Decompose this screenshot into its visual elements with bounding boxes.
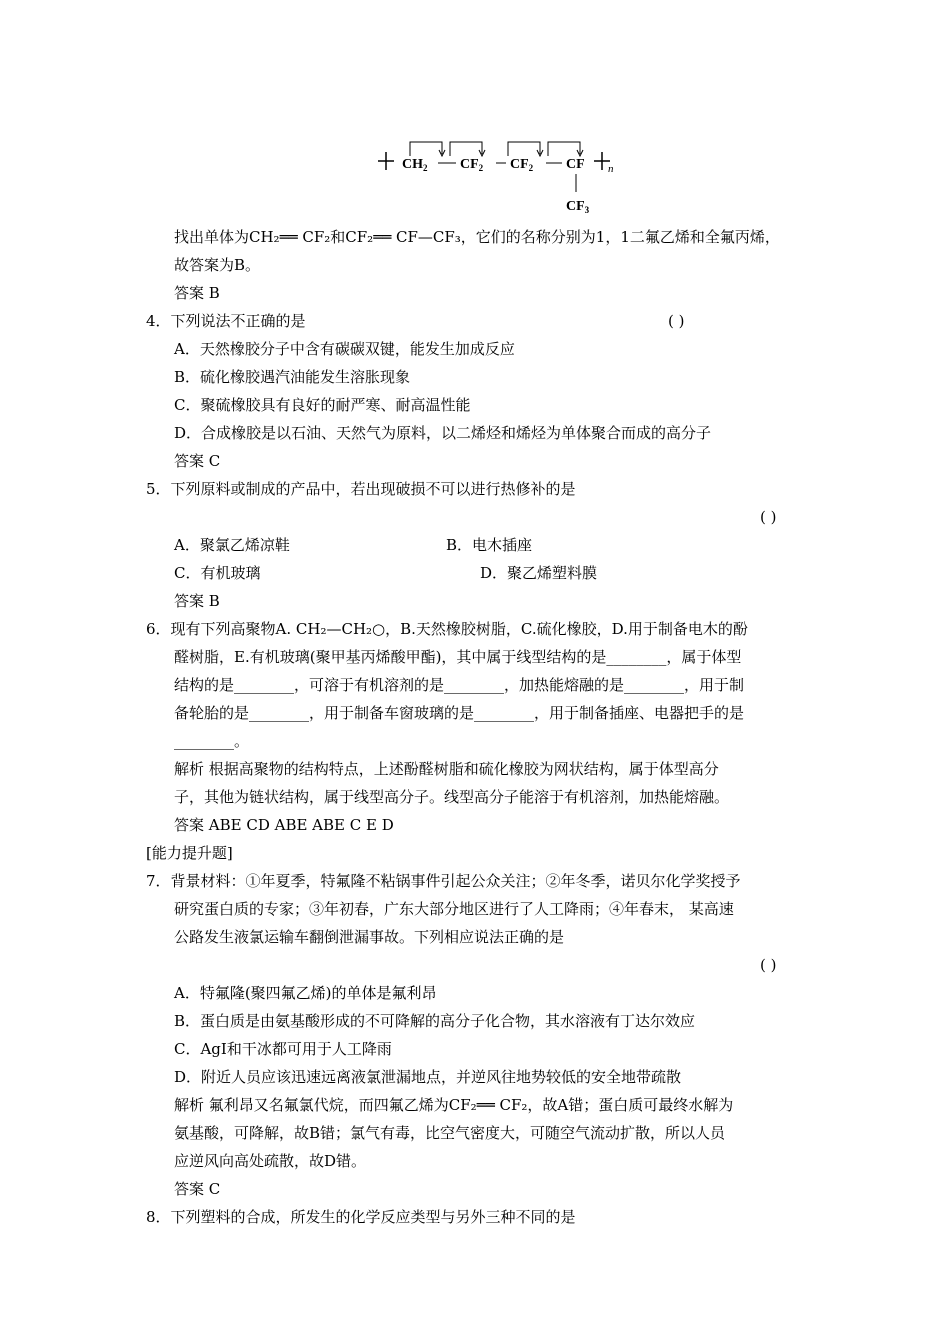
q6-line-3: 结构的是________，可溶于有机溶剂的是________，加热能熔融的是________，用于制 [174,676,745,694]
q5-option-c: C．有机玻璃 [174,564,261,582]
q5-answer: 答案 B [174,592,220,610]
q5-stem: 5．下列原料或制成的产品中，若出现破损不可以进行热修补的是 [146,480,576,498]
q3-explain-1: 找出单体为CH₂══ CF₂和CF₂══ CF—CF₃，它们的名称分别为1，1二氟乙烯和全氟丙烯， [174,228,780,246]
q4-answer: 答案 C [174,452,221,470]
q4-option-a: A．天然橡胶分子中含有碳碳双键，能发生加成反应 [174,340,515,358]
q7-analysis-2: 氨基酸，可降解，故B错；氯气有毒，比空气密度大，可随空气流动扩散，所以人员 [174,1124,726,1142]
q6-answer: 答案 ABE CD ABE ABE C E D [174,816,394,834]
q6-analysis-2: 子，其他为链状结构，属于线型高分子。线型高分子能溶于有机溶剂，加热能熔融。 [174,788,730,806]
q6-line-4: 备轮胎的是________，用于制备车窗玻璃的是________，用于制备插座、电器把手的是 [174,704,745,722]
q6-line-1: 6．现有下列高聚物A. CH₂—CH₂○，B.天然橡胶树脂，C.硫化橡胶，D.用于制备电木的酚 [146,620,748,638]
q7-line-3: 公路发生液氯运输车翻倒泄漏事故。下列相应说法正确的是 [174,928,565,946]
section-heading: [能力提升题] [146,844,233,862]
q7-option-b: B．蛋白质是由氨基酸形成的不可降解的高分子化合物，其水溶液有丁达尔效应 [174,1012,696,1030]
polymer-structure-diagram [370,128,630,218]
q4-option-c: C．聚硫橡胶具有良好的耐严寒、耐高温性能 [174,396,471,414]
q7-answer: 答案 C [174,1180,221,1198]
q7-analysis-3: 应逆风向高处疏散，故D错。 [174,1152,367,1170]
group-2: CF [460,157,479,172]
polymer-formula [370,128,630,218]
group-3: CF [510,157,529,172]
group-1: CH [402,157,423,172]
q3-explain-2: 故答案为B。 [174,256,261,274]
q4-option-b: B．硫化橡胶遇汽油能发生溶胀现象 [174,368,411,386]
svg-text:CF3: $CF_3$ [566,199,590,215]
q6-analysis-1: 解析 根据高聚物的结构特点，上述酚醛树脂和硫化橡胶为网状结构，属于体型高分 [174,760,719,778]
q5-option-d: D．聚乙烯塑料膜 [480,564,598,582]
q8-stem: 8．下列塑料的合成，所发生的化学反应类型与另外三种不同的是 [146,1208,576,1226]
q4-option-d: D．合成橡胶是以石油、天然气为原料，以二烯烃和烯烃为单体聚合而成的高分子 [174,424,712,442]
q4-stem: 4．下列说法不正确的是 [146,312,306,330]
q5-option-a: A．聚氯乙烯凉鞋 [174,536,290,554]
q5-option-b: B．电木插座 [446,536,533,554]
q4-paren: ( ) [668,312,685,330]
svg-text:CF2: $CF_2$ [460,157,484,173]
q7-option-a: A．特氟隆(聚四氟乙烯)的单体是氟利昂 [174,984,437,1002]
q7-line-2: 研究蛋白质的专家；③年初春，广东大部分地区进行了人工降雨；④年春末， 某高速 [174,900,734,918]
q7-line-1: 7．背景材料：①年夏季，特氟隆不粘锅事件引起公众关注；②年冬季，诺贝尔化学奖授予 [146,872,741,890]
svg-text:CF2: $CF_2$ [510,157,534,173]
n-label: n [608,163,614,175]
q7-option-c: C．AgI和干冰都可用于人工降雨 [174,1040,392,1058]
q3-answer: 答案 B [174,284,220,302]
q5-paren: ( ) [760,508,777,526]
q7-paren: ( ) [760,956,777,974]
q7-option-d: D．附近人员应该迅速远离液氯泄漏地点，并逆风往地势较低的安全地带疏散 [174,1068,682,1086]
q6-line-5: ________。 [174,732,250,750]
svg-text:CH2: $CH_2$ [402,157,428,173]
q6-line-2: 醛树脂，E.有机玻璃(聚甲基丙烯酸甲酯)，其中属于线型结构的是________，属于体型 [174,648,742,666]
q7-analysis-1: 解析 氟利昂又名氟氯代烷，而四氟乙烯为CF₂══ CF₂，故A错；蛋白质可最终水解为 [174,1096,734,1114]
side-group: CF [566,199,585,214]
group-4: CF [566,157,585,172]
